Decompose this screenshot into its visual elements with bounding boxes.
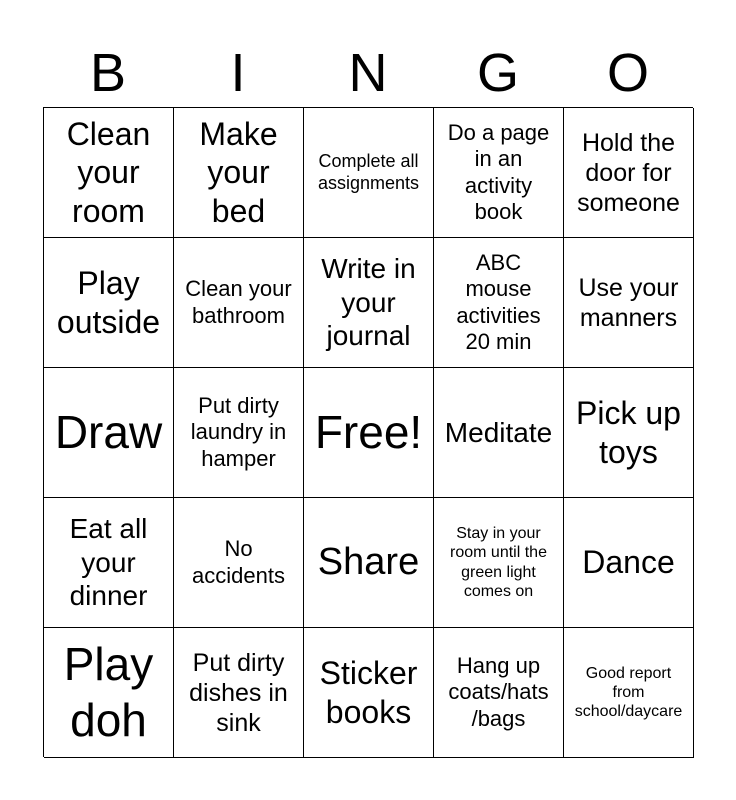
- bingo-board: [43, 107, 693, 757]
- cell-text: ABC mouse activities 20 min: [456, 249, 541, 354]
- bingo-cell[interactable]: [564, 498, 694, 628]
- bingo-cell[interactable]: [564, 238, 694, 368]
- cell-text: Eat all your dinner: [69, 513, 148, 612]
- cell-text: Clean your bathroom: [185, 276, 292, 328]
- cell-text: Put dirty dishes in sink: [189, 648, 288, 737]
- bingo-header: [43, 38, 693, 108]
- bingo-cell[interactable]: [44, 368, 174, 498]
- bingo-cell[interactable]: [304, 238, 434, 368]
- cell-text: Do a page in an activity book: [447, 119, 550, 224]
- cell-text: Put dirty laundry in hamper: [190, 392, 287, 471]
- bingo-cell[interactable]: [304, 498, 434, 628]
- cell-text: Hang up coats/hats /bags: [448, 652, 549, 731]
- header-letter-n: N: [348, 43, 388, 103]
- header-letter-g: G: [476, 43, 519, 103]
- bingo-cell[interactable]: [174, 628, 304, 758]
- cell-text: Good report from school/daycare: [574, 664, 683, 721]
- header-letter-o: O: [606, 43, 649, 103]
- bingo-cell[interactable]: [174, 498, 304, 628]
- cell-text: Meditate: [444, 416, 553, 448]
- cell-text: Draw: [54, 405, 163, 458]
- bingo-cell[interactable]: [44, 108, 174, 238]
- header-letter-b: B: [89, 43, 127, 103]
- cell-text: Clean your room: [66, 115, 151, 229]
- cell-text: No accidents: [192, 536, 285, 588]
- bingo-cell[interactable]: [174, 108, 304, 238]
- bingo-cell[interactable]: [564, 628, 694, 758]
- bingo-cell[interactable]: [304, 368, 434, 498]
- cell-text: Share: [317, 540, 420, 583]
- bingo-cell[interactable]: [434, 498, 564, 628]
- bingo-cell[interactable]: [434, 368, 564, 498]
- bingo-cell[interactable]: [434, 238, 564, 368]
- header-letter-i: I: [230, 43, 246, 103]
- bingo-cell[interactable]: [564, 368, 694, 498]
- bingo-cell[interactable]: [44, 628, 174, 758]
- bingo-cell[interactable]: [304, 108, 434, 238]
- cell-text: Dance: [582, 544, 675, 581]
- cell-text: Play outside: [56, 265, 161, 340]
- cell-text: Sticker books: [319, 655, 418, 730]
- cell-text: Hold the door for someone: [577, 128, 680, 217]
- cell-text: Use your manners: [578, 273, 679, 332]
- bingo-cell[interactable]: [174, 238, 304, 368]
- cell-text: Complete all assignments: [317, 150, 420, 193]
- cell-text: Stay in your room until the green light comes on: [450, 525, 547, 600]
- bingo-cell[interactable]: [564, 108, 694, 238]
- cell-text: Make your bed: [199, 115, 278, 229]
- bingo-cell[interactable]: [304, 628, 434, 758]
- bingo-cell[interactable]: [434, 628, 564, 758]
- cell-text: Play doh: [63, 638, 154, 746]
- cell-text: Free!: [314, 405, 423, 458]
- bingo-cell[interactable]: [174, 368, 304, 498]
- bingo-cell[interactable]: [44, 498, 174, 628]
- cell-text: Pick up toys: [576, 395, 681, 470]
- bingo-cell[interactable]: [434, 108, 564, 238]
- bingo-cell[interactable]: [44, 238, 174, 368]
- cell-text: Write in your journal: [321, 253, 416, 352]
